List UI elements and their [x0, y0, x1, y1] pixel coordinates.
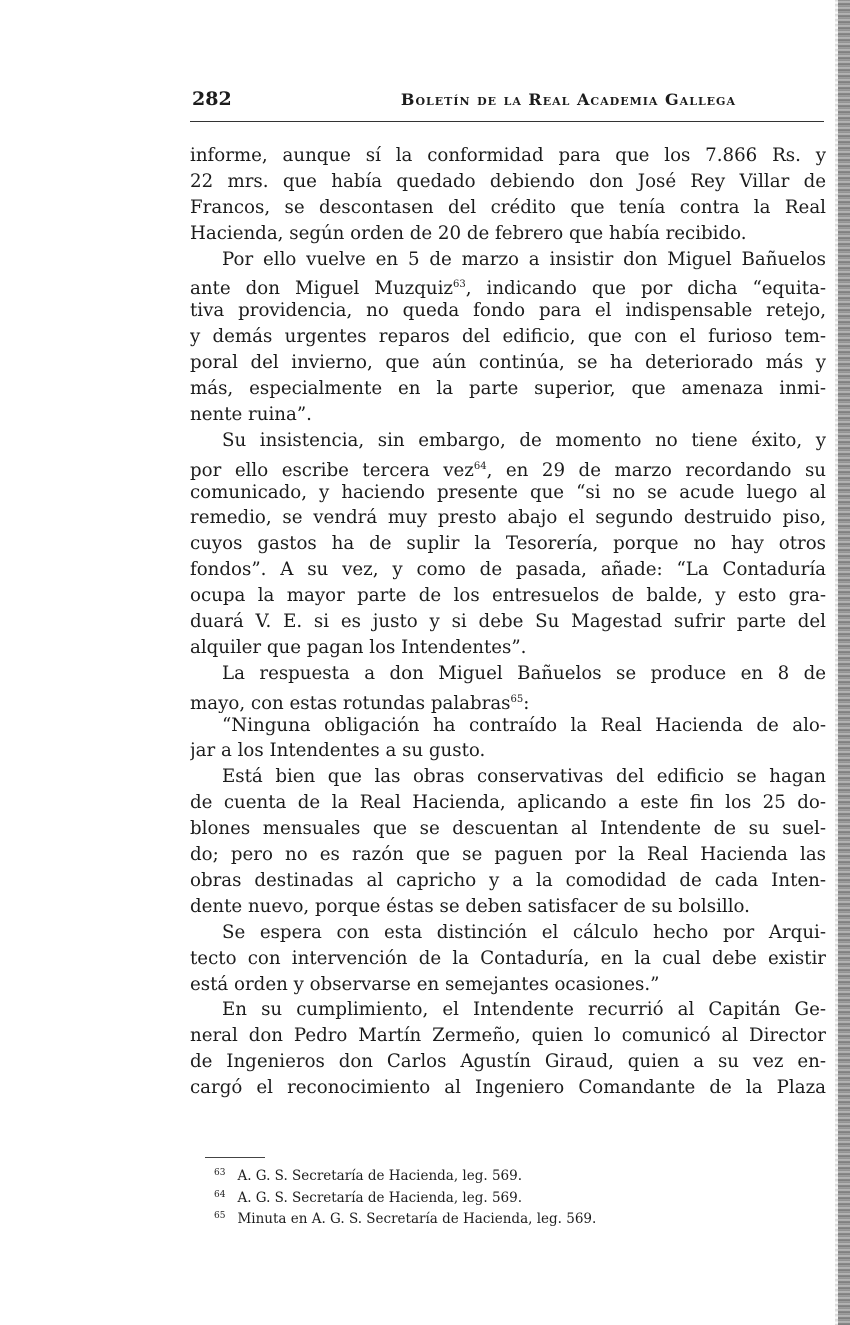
- footnote-text: Minuta en A. G. S. Secretaría de Hacienda, leg. 569.: [237, 1211, 597, 1227]
- body-text: [190, 143, 826, 1101]
- text-line: cargó el reconocimiento al Ingeniero Comandante de la Plaza: [190, 1077, 826, 1099]
- text-line: “Ninguna obligación ha contraído la Real Hacienda de alo-: [222, 714, 826, 736]
- scan-edge-strip: [838, 0, 850, 1325]
- footnotes: [214, 1164, 774, 1229]
- text-line: [190, 687, 826, 713]
- footnote-ref-63: 63: [453, 279, 466, 291]
- text-line: y demás urgentes reparos del edificio, que con el furioso tem-: [190, 326, 826, 348]
- text-line: de cuenta de la Real Hacienda, aplicando a este fin los 25 do-: [190, 792, 826, 814]
- footnote: [214, 1186, 774, 1208]
- text-line: poral del invierno, que aún continúa, se ha deteriorado más y: [190, 352, 826, 374]
- footnote-text: A. G. S. Secretaría de Hacienda, leg. 569.: [237, 1189, 523, 1206]
- footnote-number: 65: [214, 1211, 226, 1221]
- footnote-text: A. G. S. Secretaría de Hacienda, leg. 569.: [237, 1168, 523, 1184]
- text-fragment: ante don Miguel Muzquiz: [190, 278, 453, 299]
- text-line: informe, aunque sí la conformidad para que los 7.866 Rs. y: [190, 145, 826, 166]
- text-line: tiva providencia, no queda fondo para el indispensable retejo,: [190, 300, 826, 322]
- text-line: dente nuevo, porque éstas se deben satisfacer de su bolsillo.: [190, 895, 750, 917]
- text-line: fondos”. A su vez, y como de pasada, añade: “La Contaduría: [190, 559, 826, 581]
- text-line: Se espera con esta distinción el cálculo hecho por Arqui-: [222, 921, 826, 943]
- footnote-ref-65: 65: [510, 693, 524, 705]
- text-line: 22 mrs. que había quedado debiendo don José Rey Villar de: [190, 170, 826, 192]
- text-fragment: , indicando que por dicha “equita-: [465, 278, 826, 299]
- footnote-ref-64: 64: [473, 460, 487, 472]
- text-line: duará V. E. si es justo y si debe Su Magestad sufrir parte del: [190, 611, 826, 633]
- text-line: más, especialmente en la parte superior, que amenaza inmi-: [190, 378, 826, 400]
- text-line: En su cumplimiento, el Intendente recurrió al Capitán Ge-: [222, 999, 826, 1021]
- text-line: alquiler que pagan los Intendentes”.: [190, 636, 527, 658]
- text-line: [190, 454, 826, 480]
- text-line: comunicado, y haciendo presente que “si no se acude luego al: [190, 481, 826, 503]
- footnote-rule: [205, 1157, 265, 1158]
- text-line: blones mensuales que se descuentan al Intendente de su suel-: [190, 818, 826, 840]
- text-line: está orden y observarse en semejantes ocasiones.”: [190, 973, 660, 995]
- text-line: La respuesta a don Miguel Bañuelos se produce en 8 de: [222, 662, 826, 684]
- text-fragment: mayo, con estas rotundas palabras: [190, 692, 511, 713]
- text-line: ocupa la mayor parte de los entresuelos de balde, y esto gra-: [190, 585, 826, 607]
- text-line: Francos, se descontasen del crédito que tenía contra la Real: [190, 196, 826, 218]
- text-line: Hacienda, según orden de 20 de febrero que había recibido.: [190, 222, 747, 244]
- footnote-number: 63: [214, 1168, 226, 1178]
- text-fragment: , en 29 de marzo recordando su: [486, 459, 826, 480]
- text-line: remedio, se vendrá muy presto abajo el segundo destruido piso,: [190, 507, 826, 529]
- text-line: Por ello vuelve en 5 de marzo a insistir don Miguel Bañuelos: [222, 248, 826, 270]
- page-number: 282: [192, 88, 232, 110]
- text-line: Está bien que las obras conservativas del edificio se hagan: [222, 766, 826, 788]
- text-line: nente ruina”.: [190, 403, 312, 425]
- header-rule: [190, 121, 824, 122]
- text-line: Su insistencia, sin embargo, de momento no tiene éxito, y: [222, 429, 826, 451]
- text-line: obras destinadas al capricho y a la comodidad de cada Inten-: [190, 869, 826, 891]
- running-title: Boletín de la Real Academia Gallega: [400, 90, 736, 109]
- footnote-number: 64: [214, 1189, 226, 1200]
- text-fragment: por ello escribe tercera vez: [190, 459, 474, 480]
- footnote: [214, 1207, 774, 1229]
- text-line: do; pero no es razón que se paguen por la Real Hacienda las: [190, 844, 826, 866]
- footnote: [214, 1164, 774, 1186]
- text-fragment: :: [523, 692, 530, 713]
- text-line: [190, 272, 826, 298]
- text-line: neral don Pedro Martín Zermeño, quien lo comunicó al Director: [190, 1025, 826, 1047]
- text-line: tecto con intervención de la Contaduría, en la cual debe existir: [190, 947, 826, 969]
- text-line: cuyos gastos ha de suplir la Tesorería, porque no hay otros: [190, 533, 826, 555]
- text-line: de Ingenieros don Carlos Agustín Giraud, quien a su vez en-: [190, 1051, 826, 1073]
- page-header: [192, 88, 824, 118]
- text-line: jar a los Intendentes a su gusto.: [190, 740, 486, 762]
